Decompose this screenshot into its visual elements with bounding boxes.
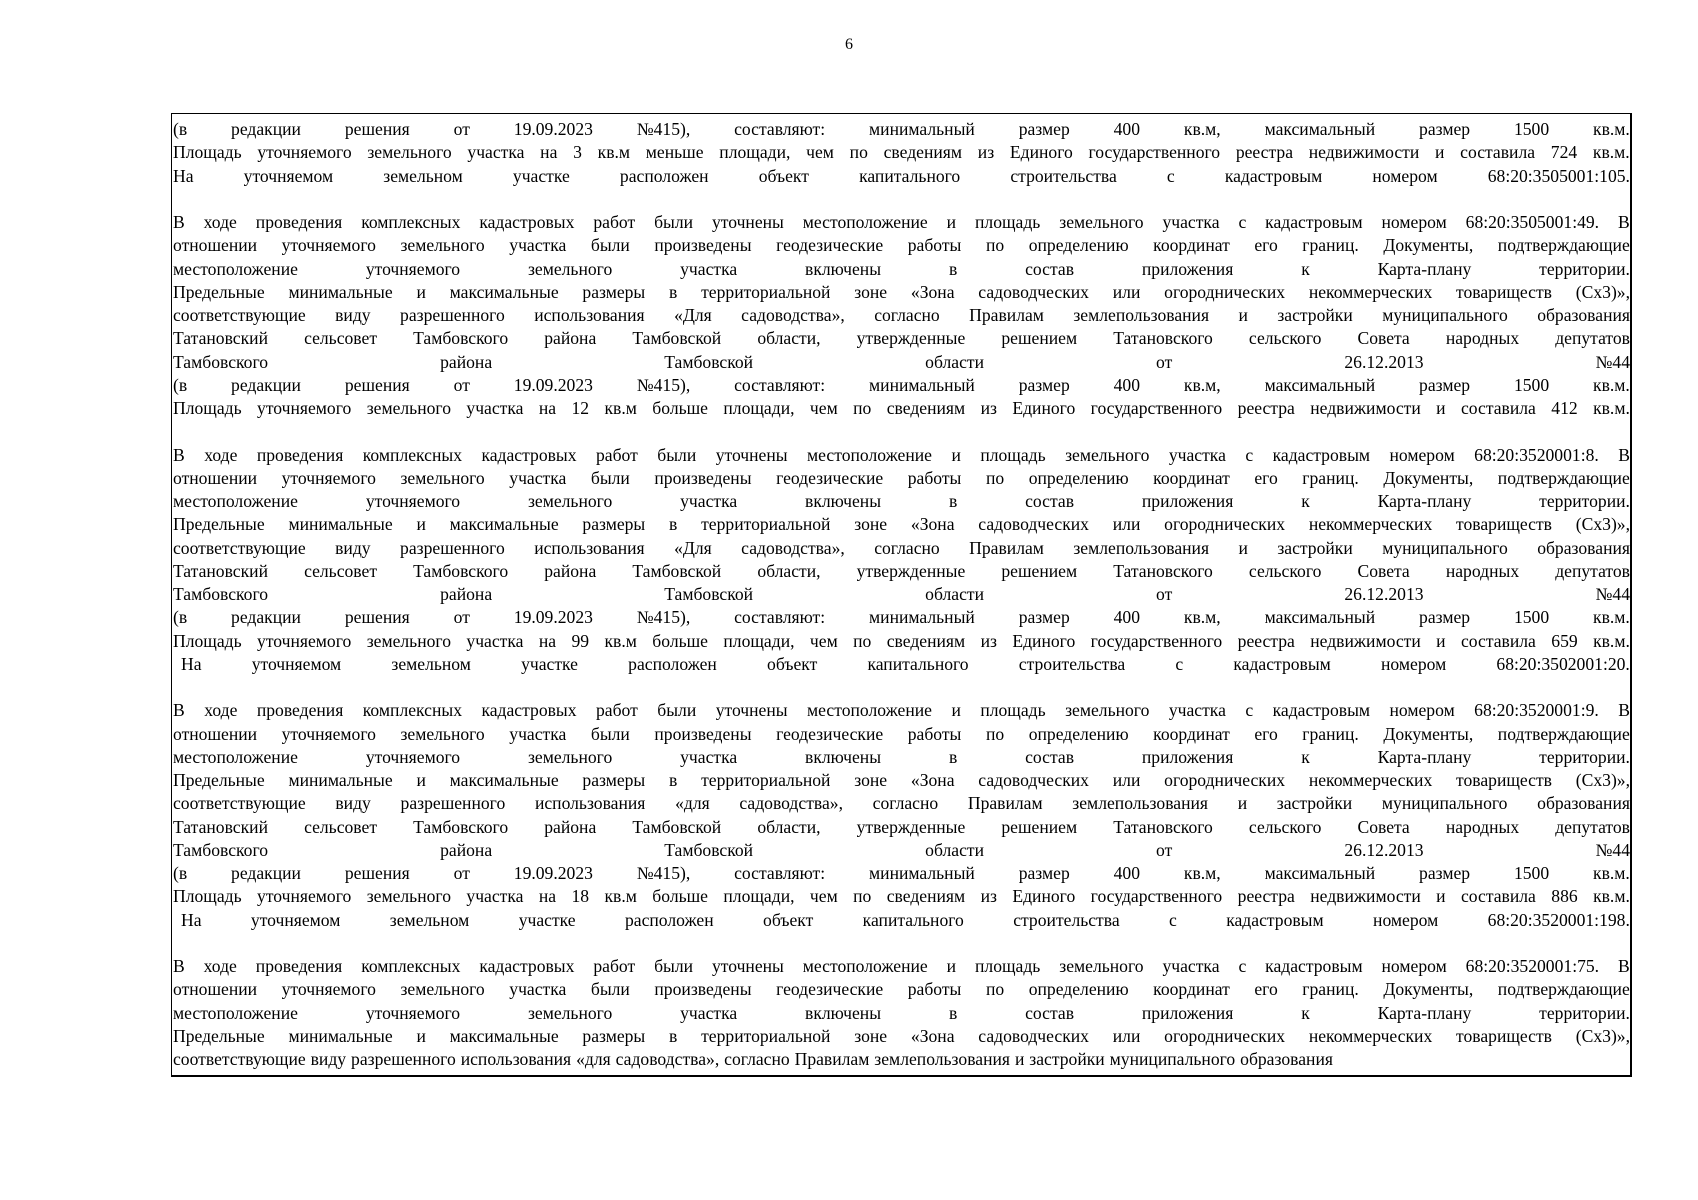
text-line: В ходе проведения комплексных кадастровых работ были уточнены местоположение и площадь земельного участка с кадастровым номером 68:20:3520001:9. В	[173, 700, 1630, 721]
text-line: местоположение уточняемого земельного участка включены в состав приложения к Карта-плану территории.	[173, 1002, 1630, 1023]
text-line: В ходе проведения комплексных кадастровых работ были уточнены местоположение и площадь земельного участка с кадастровым номером 68:20:3520001:75. В	[173, 956, 1630, 976]
text-line: Татановский сельсовет Тамбовского района Тамбовской области, утвержденные решением Татановского сельского Совета народных депутатов	[173, 328, 1630, 349]
text-line: местоположение уточняемого земельного участка включены в состав приложения к Карта-плану территории.	[173, 258, 1630, 279]
text-line: Предельные минимальные и максимальные размеры в территориальной зоне «Зона садоводческих или огороднических некоммерческих товариществ (Сх3)»,	[173, 1025, 1630, 1046]
text-line: Тамбовского района Тамбовской области от 26.12.2013 №44	[173, 584, 1630, 604]
text-line: В ходе проведения комплексных кадастровых работ были уточнены местоположение и площадь земельного участка с кадастровым номером 68:20:3520001:8. В	[173, 444, 1630, 465]
paragraph-gap	[173, 188, 1630, 211]
text-line: (в редакции решения от 19.09.2023 №415), составляют: минимальный размер 400 кв.м, максимальный размер 1500 кв.м.	[173, 863, 1630, 883]
page-number: 6	[845, 36, 853, 53]
text-line: Площадь уточняемого земельного участка на 99 кв.м больше площади, чем по сведениям из Единого государственного реестра недвижимости и составила 659 кв.м.	[173, 630, 1630, 651]
text-line: (в редакции решения от 19.09.2023 №415), составляют: минимальный размер 400 кв.м, максимальный размер 1500 кв.м.	[173, 119, 1630, 139]
text-line: местоположение уточняемого земельного участка включены в состав приложения к Карта-плану территории.	[173, 491, 1630, 511]
text-line: отношении уточняемого земельного участка были произведены геодезические работы по определению координат его границ. Документы, подтверждающие	[173, 723, 1630, 744]
paragraph	[173, 699, 1630, 932]
text-line: Предельные минимальные и максимальные размеры в территориальной зоне «Зона садоводческих или огороднических некоммерческих товариществ (Сх3)»,	[173, 770, 1630, 790]
text-line: соответствующие виду разрешенного использования «для садоводства», согласно Правилам землепользования и застройки муниципального образования	[173, 1049, 1333, 1069]
text-line: Площадь уточняемого земельного участка на 12 кв.м больше площади, чем по сведениям из Единого государственного реестра недвижимости и составила 412 кв.м.	[173, 398, 1630, 418]
text-line: В ходе проведения комплексных кадастровых работ были уточнены местоположение и площадь земельного участка с кадастровым номером 68:20:3505001:49. В	[173, 212, 1630, 232]
text-line: Татановский сельсовет Тамбовского района Тамбовской области, утвержденные решением Татановского сельского Совета народных депутатов	[173, 560, 1630, 581]
text-line: местоположение уточняемого земельного участка включены в состав приложения к Карта-плану территории.	[173, 746, 1630, 767]
paragraph	[173, 444, 1630, 677]
text-line: Площадь уточняемого земельного участка на 18 кв.м больше площади, чем по сведениям из Единого государственного реестра недвижимости и составила 886 кв.м.	[173, 886, 1630, 907]
text-line: Предельные минимальные и максимальные размеры в территориальной зоне «Зона садоводческих или огороднических некоммерческих товариществ (Сх3)»,	[173, 514, 1630, 535]
paragraph-gap	[173, 676, 1630, 699]
paragraph	[173, 211, 1630, 420]
text-line: Предельные минимальные и максимальные размеры в территориальной зоне «Зона садоводческих или огороднических некоммерческих товариществ (Сх3)»,	[173, 281, 1630, 302]
text-line: Татановский сельсовет Тамбовского района Тамбовской области, утвержденные решением Татановского сельского Совета народных депутатов	[173, 816, 1630, 837]
paragraph-gap	[173, 420, 1630, 443]
text-line: соответствующие виду разрешенного использования «Для садоводства», согласно Правилам землепользования и застройки муниципального образования	[173, 537, 1630, 558]
text-line: Тамбовского района Тамбовской области от 26.12.2013 №44	[173, 839, 1630, 860]
document-body	[173, 118, 1630, 1071]
text-line: отношении уточняемого земельного участка были произведены геодезические работы по определению координат его границ. Документы, подтверждающие	[173, 979, 1630, 1000]
paragraph-gap	[173, 932, 1630, 955]
text-line: Площадь уточняемого земельного участка на 3 кв.м меньше площади, чем по сведениям из Единого государственного реестра недвижимости и составила 724 кв.м.	[173, 142, 1630, 163]
text-line: (в редакции решения от 19.09.2023 №415), составляют: минимальный размер 400 кв.м, максимальный размер 1500 кв.м.	[173, 607, 1630, 628]
text-line: (в редакции решения от 19.09.2023 №415), составляют: минимальный размер 400 кв.м, максимальный размер 1500 кв.м.	[173, 374, 1630, 395]
text-line: отношении уточняемого земельного участка были произведены геодезические работы по определению координат его границ. Документы, подтверждающие	[173, 467, 1630, 488]
text-line: Тамбовского района Тамбовской области от 26.12.2013 №44	[173, 351, 1630, 372]
text-line: соответствующие виду разрешенного использования «для садоводства», согласно Правилам землепользования и застройки муниципального образования	[173, 793, 1630, 814]
paragraph	[173, 955, 1630, 1071]
text-line: На уточняемом земельном участке расположен объект капитального строительства с кадастровым номером 68:20:3505001:105.	[173, 165, 1630, 186]
text-line: На уточняемом земельном участке расположен объект капитального строительства с кадастровым номером 68:20:3502001:20.	[181, 653, 1630, 674]
text-line: На уточняемом земельном участке расположен объект капитального строительства с кадастровым номером 68:20:3520001:198.	[181, 909, 1630, 930]
paragraph	[173, 118, 1630, 188]
text-line: соответствующие виду разрешенного использования «Для садоводства», согласно Правилам землепользования и застройки муниципального образования	[173, 305, 1630, 325]
text-line: отношении уточняемого земельного участка были произведены геодезические работы по определению координат его границ. Документы, подтверждающие	[173, 235, 1630, 256]
